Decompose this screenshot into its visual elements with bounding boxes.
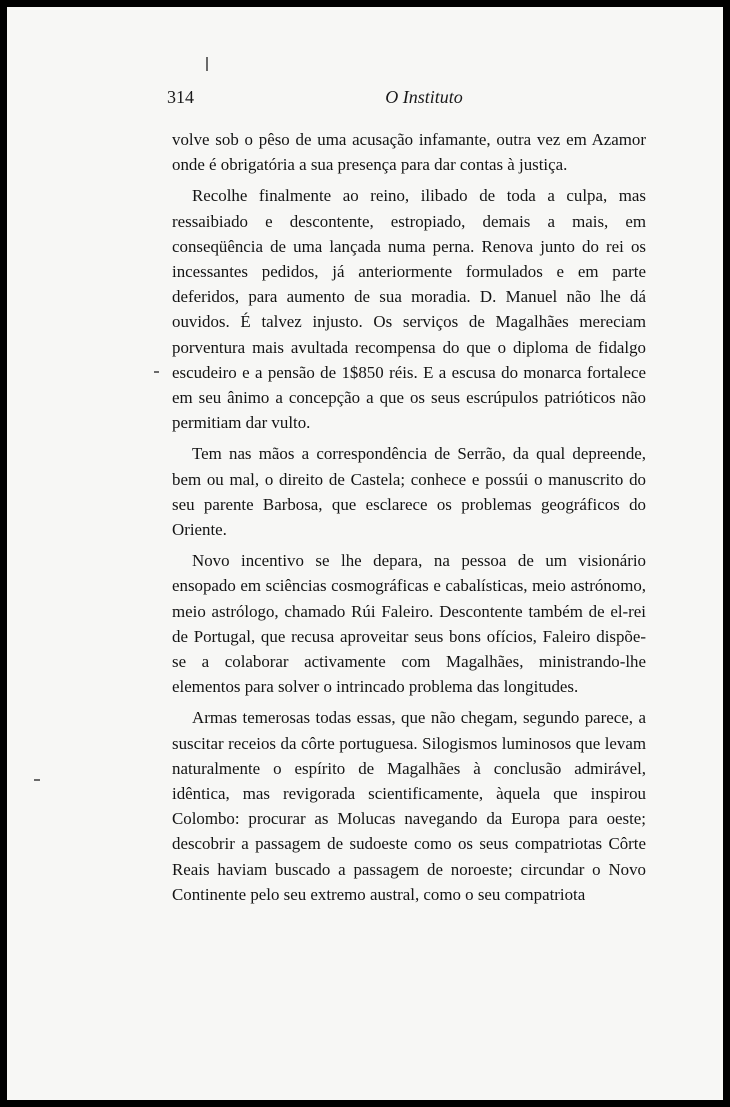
body-text	[172, 127, 646, 913]
ink-speck	[154, 371, 159, 373]
journal-title: O Instituto	[385, 87, 463, 107]
running-head	[167, 87, 647, 111]
scanned-page	[7, 7, 723, 1100]
ink-speck	[206, 57, 208, 71]
paragraph-continuation: volve sob o pêso de uma acusação infamante, outra vez em Azamor onde é obrigatória a sua presença para dar contas à justiça.	[172, 130, 646, 175]
page-number: 314	[167, 87, 194, 107]
paragraph: Novo incentivo se lhe depara, na pessoa de um visionário ensopado em sciências cosmográficas e cabalísticas, meio astrónomo, meio astrólogo, chamado Rúi Faleiro. Descontente também de el-rei de Portugal, que recusa aproveitar seus bons ofícios, Faleiro dispõe-se a colaborar activamente com Magalhães, ministrando-lhe elementos para solver o intrincado problema das longitudes.	[172, 551, 646, 697]
paragraph: Tem nas mãos a correspondência de Serrão, da qual depreende, bem ou mal, o direito de Castela; conhece e possúi o manuscrito do seu parente Barbosa, que esclarece os problemas geográficos do Oriente.	[172, 444, 646, 540]
paragraph: Armas temerosas todas essas, que não chegam, segundo parece, a suscitar receios da côrte portuguesa. Silogismos luminosos que levam naturalmente o espírito de Magalhães à conclusão admirável, idêntica, mas revigorada scientificamente, àquela que inspirou Colombo: procurar as Molucas navegando da Europa para oeste; descobrir a passagem de sudoeste como os seus compatriotas Côrte Reais haviam buscado a passagem de noroeste; circundar o Novo Continente pelo seu extremo austral, como o seu compatriota	[172, 708, 646, 904]
paragraph: Recolhe finalmente ao reino, ilibado de toda a culpa, mas ressaibiado e descontente, estropiado, demais a mais, em conseqüência de uma lançada numa perna. Renova junto do rei os incessantes pedidos, já anteriormente formulados e em parte deferidos, para aumento de sua moradia. D. Manuel não lhe dá ouvidos. É talvez injusto. Os serviços de Magalhães mereciam porventura mais avultada recompensa do que o diploma de fidalgo escudeiro e a pensão de 1$850 réis. E a escusa do monarca fortalece em seu ânimo a concepção a que os seus escrúpulos patrióticos não permitiam dar vulto.	[172, 186, 646, 433]
ink-speck	[34, 779, 40, 781]
